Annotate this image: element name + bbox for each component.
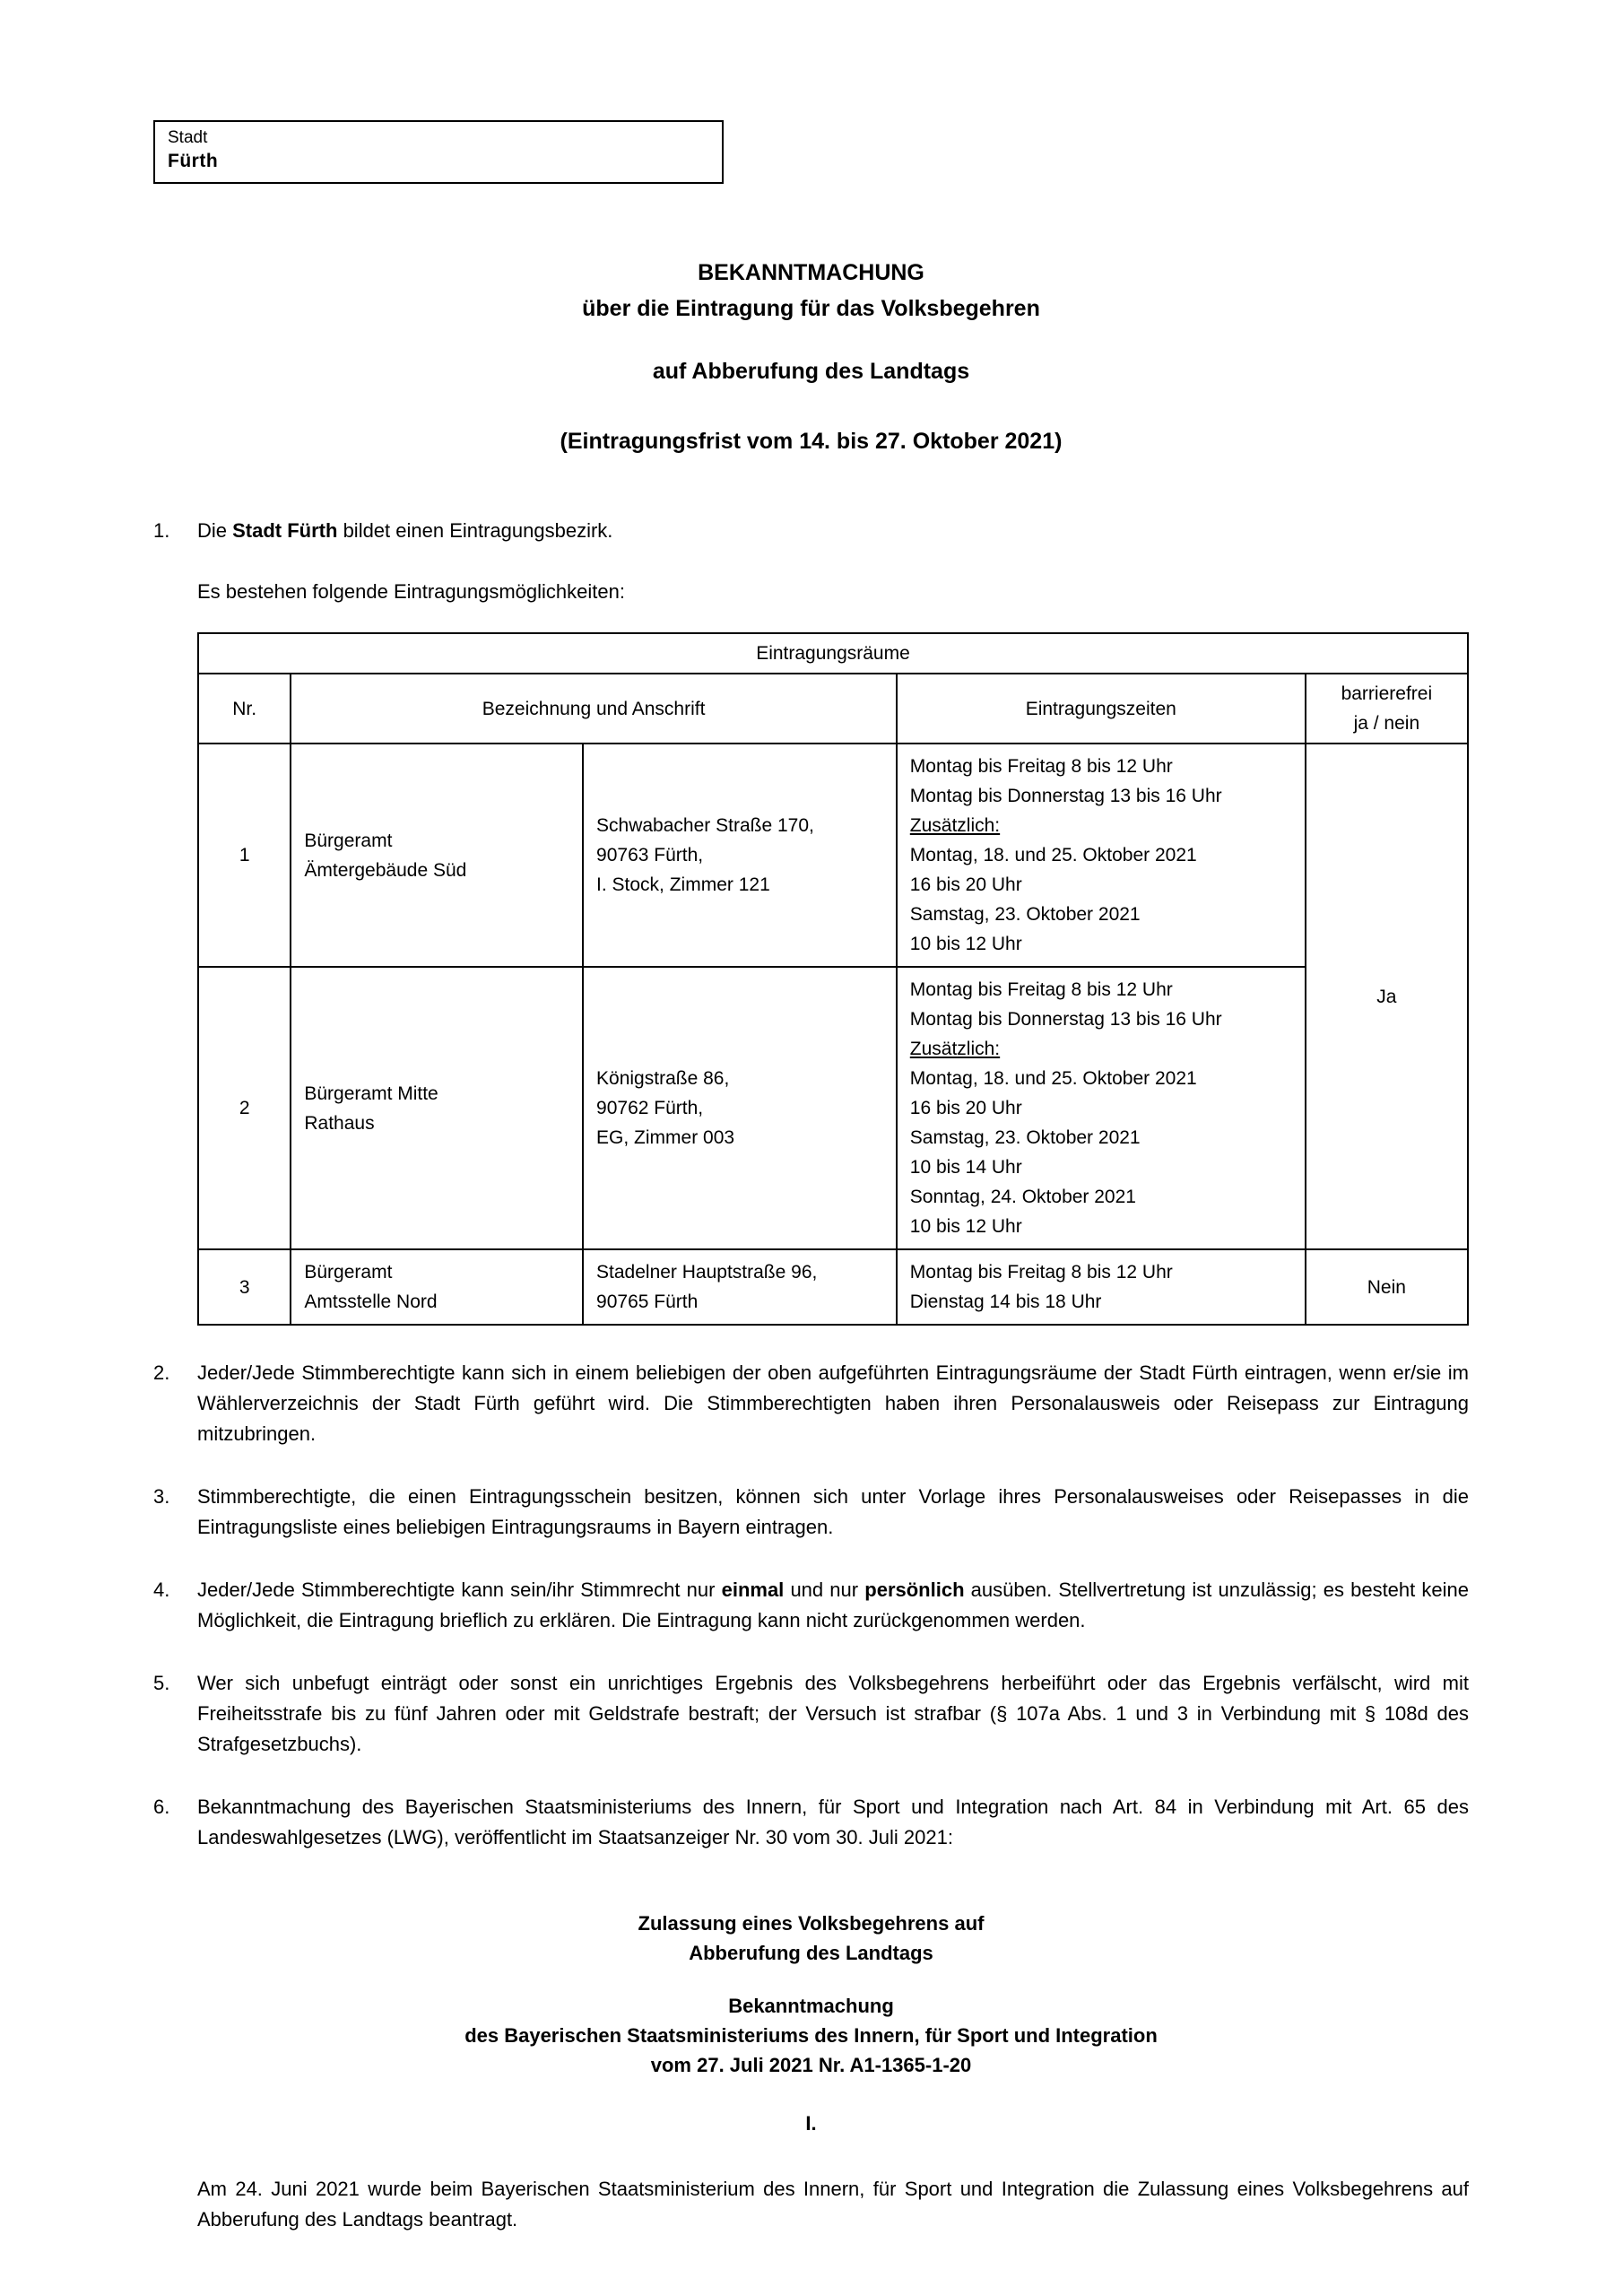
table-caption: Eintragungsräume bbox=[198, 633, 1468, 674]
col-header-barrier-line2: ja / nein bbox=[1353, 713, 1420, 734]
paragraph-3-text: Stimmberechtigte, die einen Eintragungsschein besitzen, können sich unter Vorlage ihres Personalausweises oder Reisepasses in die Eintragungsliste eines beliebigen Eintragungsraums in Bayern eintragen. bbox=[197, 1485, 1469, 1538]
paragraph-2 bbox=[153, 1358, 1469, 1449]
row-3-barrier-free: Nein bbox=[1306, 1249, 1468, 1325]
row-1-times-extra: Montag, 18. und 25. Oktober 2021 16 bis 20 Uhr Samstag, 23. Oktober 2021 10 bis 12 Uhr bbox=[909, 845, 1197, 954]
paragraph-4-seg1: Jeder/Jede Stimmberechtigte kann sein/ihr Stimmrecht nur bbox=[197, 1578, 722, 1601]
paragraph-1-number: 1. bbox=[153, 519, 170, 542]
row-1-number: 1 bbox=[198, 744, 291, 967]
row-2-office-name: Bürgeramt Mitte Rathaus bbox=[291, 967, 583, 1249]
paragraph-4-bold-einmal: einmal bbox=[721, 1578, 785, 1601]
row-2-zusatz-label: Zusätzlich: bbox=[909, 1039, 1001, 1059]
letterhead-label: Stadt bbox=[168, 128, 208, 147]
row-2-times-extra: Montag, 18. und 25. Oktober 2021 16 bis 20 Uhr Samstag, 23. Oktober 2021 10 bis 14 Uhr Sonntag, 24. Oktober 2021 10 bis 12 Uhr bbox=[909, 1068, 1197, 1237]
paragraph-4-bold-persoenlich: persönlich bbox=[864, 1578, 965, 1601]
row-2-number: 2 bbox=[198, 967, 291, 1249]
paragraph-1-bold-city: Stadt Fürth bbox=[232, 519, 338, 542]
announcement-block bbox=[153, 1909, 1469, 2138]
row-2-address: Königstraße 86, 90762 Fürth, EG, Zimmer 003 bbox=[583, 967, 897, 1249]
document-title: BEKANNTMACHUNG bbox=[698, 260, 924, 285]
table-caption-row bbox=[198, 633, 1468, 674]
paragraph-1-seg3: bildet einen Eintragungsbezirk. bbox=[337, 519, 613, 542]
announcement-heading-line2: Abberufung des Landtags bbox=[689, 1942, 933, 1964]
row-1-zusatz-label: Zusätzlich: bbox=[909, 815, 1001, 836]
paragraph-2-number: 2. bbox=[153, 1361, 170, 1384]
paragraph-4 bbox=[153, 1575, 1469, 1636]
title-block bbox=[153, 257, 1469, 457]
paragraph-4-seg3: ausüben. Stellvertretung ist unzulässig; es besteht keine Möglichkeit, die Eintragung brieflich zu erklären. Die Eintragung kann nicht zurückgenommen werden. bbox=[197, 1578, 1470, 1631]
row-1-times bbox=[897, 744, 1306, 967]
paragraph-1-text bbox=[197, 516, 1469, 1326]
col-header-name-address: Bezeichnung und Anschrift bbox=[291, 674, 896, 744]
paragraph-5 bbox=[153, 1668, 1469, 1760]
row-3-times: Montag bis Freitag 8 bis 12 Uhr Dienstag 14 bis 18 Uhr bbox=[897, 1249, 1306, 1325]
col-header-nr: Nr. bbox=[198, 674, 291, 744]
row-3-office-name: Bürgeramt Amtsstelle Nord bbox=[291, 1249, 583, 1325]
section-numeral: I. bbox=[805, 2112, 817, 2135]
paragraph-5-text: Wer sich unbefugt einträgt oder sonst ein unrichtiges Ergebnis des Volksbegehrens herbeiführt oder das Ergebnis verfälscht, wird mit Freiheitsstrafe bis zu fünf Jahren oder mit Geldstrafe bestraft; der Versuch ist strafbar (§ 107a Abs. 1 und 3 in Verbindung mit § 108d des Strafgesetzbuchs). bbox=[197, 1672, 1469, 1755]
row-1-2-barrier-free: Ja bbox=[1306, 744, 1468, 1249]
registration-table bbox=[197, 632, 1469, 1326]
paragraph-3 bbox=[153, 1482, 1469, 1543]
table-row-1 bbox=[198, 744, 1468, 967]
closing-paragraph-text: Am 24. Juni 2021 wurde beim Bayerischen Staatsministerium des Innern, für Sport und Integration die Zulassung eines Volksbegehrens auf Abberufung des Landtags beantragt. bbox=[197, 2178, 1469, 2231]
row-3-number: 3 bbox=[198, 1249, 291, 1325]
closing-paragraph bbox=[153, 2174, 1469, 2235]
col-header-barrier-line1: barrierefrei bbox=[1341, 683, 1433, 704]
row-1-office-name: Bürgeramt Ämtergebäude Süd bbox=[291, 744, 583, 967]
row-3-address: Stadelner Hauptstraße 96, 90765 Fürth bbox=[583, 1249, 897, 1325]
announcement-heading-line1: Zulassung eines Volksbegehrens auf bbox=[638, 1912, 985, 1935]
table-row-3 bbox=[198, 1249, 1468, 1325]
row-2-times bbox=[897, 967, 1306, 1249]
paragraph-4-text bbox=[197, 1575, 1469, 1636]
table-intro-line: Es bestehen folgende Eintragungsmöglichkeiten: bbox=[197, 580, 625, 603]
row-2-times-regular: Montag bis Freitag 8 bis 12 Uhr Montag bis Donnerstag 13 bis 16 Uhr bbox=[909, 979, 1222, 1030]
paragraph-2-text: Jeder/Jede Stimmberechtigte kann sich in einem beliebigen der oben aufgeführten Eintragungsräume der Stadt Fürth eintragen, wenn er/sie im Wählerverzeichnis der Stadt Fürth geführt wird. Die Stimmberechtigten haben ihren Personalausweis oder Reisepass zur Eintragung mitzubringen. bbox=[197, 1361, 1469, 1445]
document-subtitle-2: auf Abberufung des Landtags bbox=[652, 359, 970, 384]
row-1-times-regular: Montag bis Freitag 8 bis 12 Uhr Montag bis Donnerstag 13 bis 16 Uhr bbox=[909, 756, 1222, 806]
letterhead-city: Fürth bbox=[168, 151, 219, 171]
letterhead-box bbox=[153, 120, 724, 184]
announcement-sub-line1: Bekanntmachung bbox=[728, 1995, 894, 2017]
paragraph-1-seg1: Die bbox=[197, 519, 233, 542]
col-header-times: Eintragungszeiten bbox=[897, 674, 1306, 744]
document-subtitle: über die Eintragung für das Volksbegehren bbox=[582, 296, 1040, 321]
paragraph-3-number: 3. bbox=[153, 1485, 170, 1508]
paragraph-5-number: 5. bbox=[153, 1672, 170, 1694]
row-1-address: Schwabacher Straße 170, 90763 Fürth, I. Stock, Zimmer 121 bbox=[583, 744, 897, 967]
announcement-sub-line2: des Bayerischen Staatsministeriums des Innern, für Sport und Integration bbox=[464, 2024, 1158, 2047]
table-row-2 bbox=[198, 967, 1468, 1249]
paragraph-6-text: Bekanntmachung des Bayerischen Staatsministeriums des Innern, für Sport und Integration nach Art. 84 in Verbindung mit Art. 65 des Landeswahlgesetzes (LWG), veröffentlicht im Staatsanzeiger Nr. 30 vom 30. Juli 2021: bbox=[197, 1796, 1469, 1848]
closing-paragraph-spacer bbox=[153, 2174, 197, 2235]
paragraph-6 bbox=[153, 1792, 1469, 1853]
paragraph-6-number: 6. bbox=[153, 1796, 170, 1818]
table-header-row bbox=[198, 674, 1468, 744]
paragraph-4-number: 4. bbox=[153, 1578, 170, 1601]
paragraph-4-seg2: und nur bbox=[784, 1578, 865, 1601]
registration-period: (Eintragungsfrist vom 14. bis 27. Oktober 2021) bbox=[560, 429, 1063, 454]
col-header-barrier-free bbox=[1306, 674, 1468, 744]
announcement-sub-line3: vom 27. Juli 2021 Nr. A1-1365-1-20 bbox=[650, 2054, 972, 2076]
paragraph-1 bbox=[153, 516, 1469, 1326]
